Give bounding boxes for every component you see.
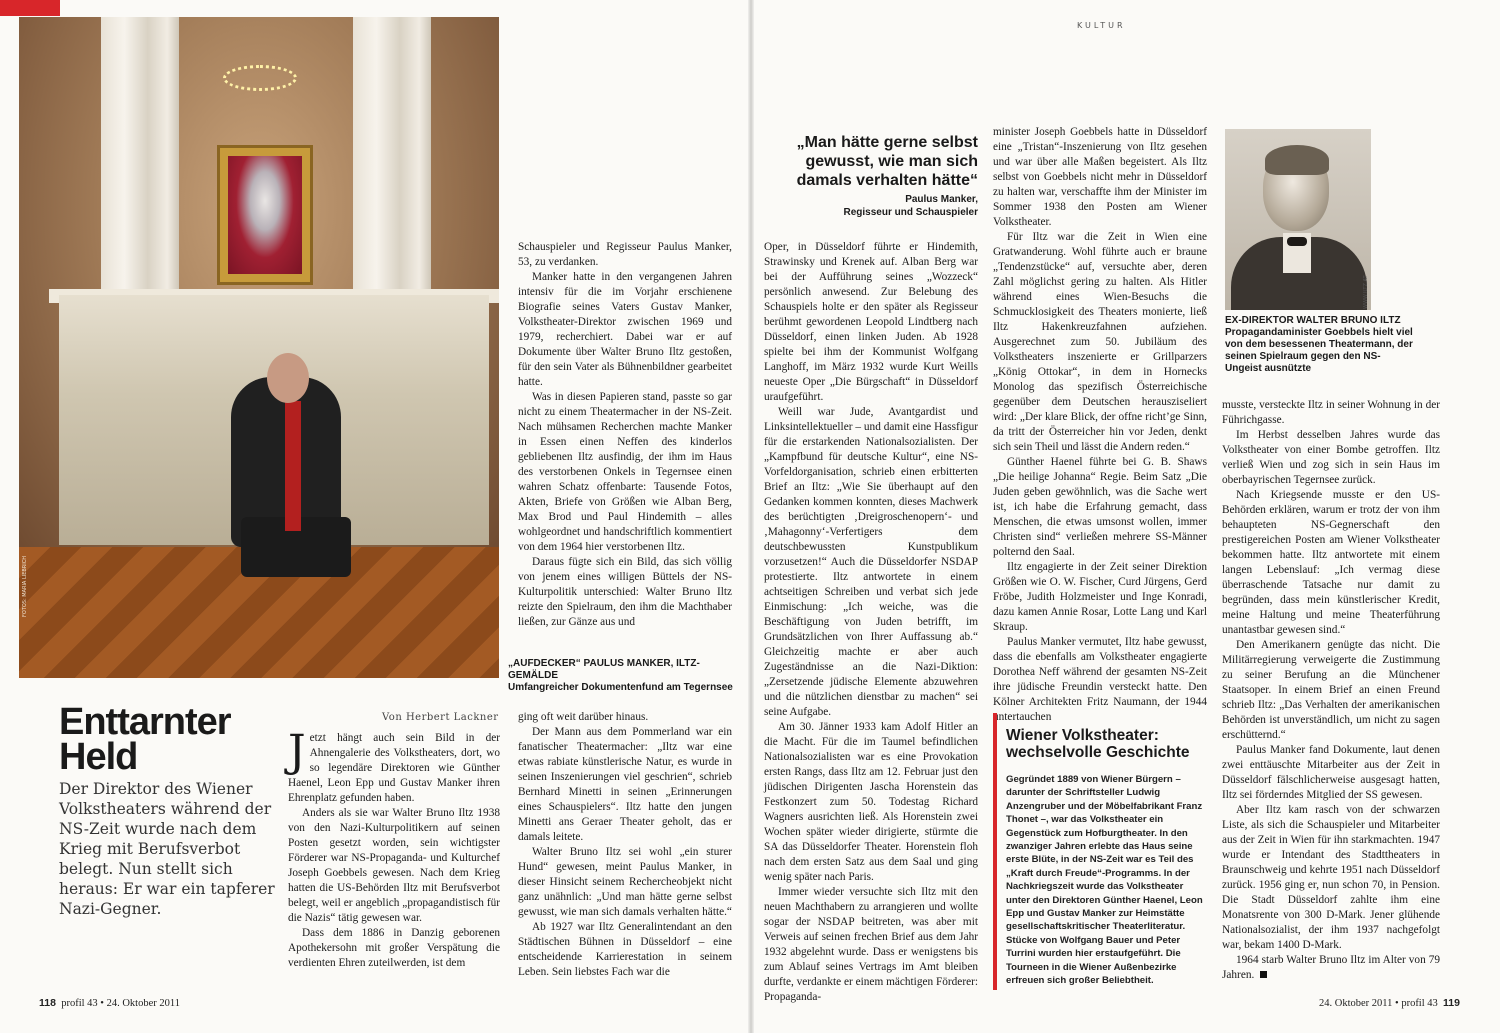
page-gutter <box>748 0 754 1033</box>
red-scarf <box>285 401 301 531</box>
pull-quote: „Man hätte gerne selbst gewusst, wie man sich damals verhalten hätte“ <box>796 134 978 189</box>
pull-quote-attribution: Paulus Manker, Regisseur und Schauspieler <box>843 194 978 218</box>
chandelier <box>223 65 297 91</box>
body-column: Jetzt hängt auch sein Bild in der Ahnengalerie des Volkstheaters, dort, wo so legendäre Direktoren wie Günther Haenel, Leon Epp und Gustav Manker ihren Ehrenplatz gefunden haben. Anders als sie war Walter Bruno Iltz 1938 von den Nazi-Kulturpolitikern auf seinen Posten gesetzt worden, sein wichtigster Förderer war NS-Propaganda- und Kulturchef Joseph Goebbels gewesen. Nach dem Krieg hatten die US-Behörden Iltz mit Berufsverbot belegt, weil er angeblich „propagandistisch für die Nazis“ tätig gewesen war. Dass dem 1886 in Danzig geborenen Apothekersohn mit großer Verspätung die verdienten Ehren zuteilwerden, ist dem <box>288 726 500 969</box>
marble-column <box>353 17 431 317</box>
headline: Enttarnter Held <box>59 701 231 778</box>
body-column: Schauspieler und Regisseur Paulus Manker, 53, zu verdanken. Manker hatte in den vergangenen Jahren intensiv für die im Vorjahr erschienene Biografie seines Vaters Gustav Manker, Volkstheater-Direktor zwischen 1969 und 1979, recherchiert. Dabei war er auf Dokumente über Walter Bruno Iltz gestoßen, für den sein Vater als Bühnenbildner gearbeitet hatte. Was in diesen Papieren stand, passte so gar nicht zu einem Theatermacher in der NS-Zeit. Nach mühsamen Recherchen machte Manker in Essen einen Neffen des kinderlos gebliebenen Iltz ausfindig, der ihm im Haus des verstorbenen Onkels in Tegernsee einen wahren Schatz offenbarte: Tausende Fotos, Akten, Briefe von Größen wie Alban Berg, Max Brod und Paul Hindemith – alles wohlgeordnet und handschriftlich kommentiert von dem 1964 hier verstorbenen Iltz. Daraus fügte sich ein Bild, das sich völlig von jenem eines willigen Büttels der NS-Kulturpolitik unterschied: Walter Bruno Iltz reizte den Spielraum, den ihm die Machthaber ließen, zur Gänze aus und <box>518 241 732 628</box>
section-color-tab <box>0 0 60 16</box>
drop-cap: J <box>288 726 306 777</box>
sidebar-title: Wiener Volkstheater: wechselvolle Geschichte <box>1006 727 1190 761</box>
photo-credit: WWW.ILTZ.AT <box>1363 275 1369 309</box>
body-column: minister Joseph Goebbels hatte in Düsseldorf eine „Tristan“-Inszenierung von Iltz gesehen und war über alle Maßen begeistert. Als Iltz selbst von Goebbels nicht mehr in Düsseldorf zu halten war, verschaffte ihm der Minister im Sommer 1938 den Posten am Wiener Volkstheater. Für Iltz war die Zeit in Wien eine Gratwanderung. Wohl führte auch er braune „Tendenzstücke“ auf, versuchte aber, deren Zahl möglichst gering zu halten. Als Hitler während eines Wien-Besuchs die Schmucklosigkeit des Theaters monierte, ließ Iltz Hakenkreuzfahnen aufziehen. Ausgerechnet zum 50. Jubiläum des Volkstheaters inszenierte er Grillparzers „König Ottokar“, in dem in Hornecks Monolog das spezifisch Österreichische gegenüber dem Deutschen herausziseliert wird: „Der klare Blick, der offne richt’ge Sinn, da tritt der Österreicher hin vor Jeden, denkt sich sein Theil und lässt die Andern reden.“ Günther Haenel führte bei G. B. Shaws „Die heilige Johanna“ Regie. Beim Satz „Die Juden geben gewöhnlich, was die Sache wert ist, ich habe die Erfahrung gemacht, dass Menschen, die etwas umsonst wollen, immer Christen sind“ verließen mehrere SS-Männer polternd den Saal. Iltz engagierte in der Zeit seiner Direktion Größen wie O. W. Fischer, Curd Jürgens, Gerd Fröbe, Judith Holzmeister und Inge Konradi, dazu kamen Annie Rosar, Lotte Lang und Karl Skraup. Paulus Manker vermutet, Iltz habe gewusst, dass die ebenfalls am Volkstheater engagierte Dorothea Neff während der gesamten NS-Zeit ihre jüdische Freundin versteckt hatte. Den Kölner Architekten Fritz Naumann, der 1944 untertauchen <box>993 126 1207 723</box>
portrait-caption: EX-DIREKTOR WALTER BRUNO ILTZ Propagandaminister Goebbels hielt viel von dem besessenen Theatermann, der seinen Spielraum gegen den NS-Ungeist ausnützte <box>1225 315 1413 374</box>
byline: Von Herbert Lackner <box>382 712 499 723</box>
folio-right: 24. Oktober 2011 • profil 43 119 <box>1319 997 1460 1009</box>
iltz-painting <box>217 145 313 285</box>
sidebar-text: Gegründet 1889 von Wiener Bürgern – darunter der Schriftsteller Ludwig Anzengruber und der Möbelfabrikant Franz Thonet –, war das Volkstheater ein Gegenstück zum Hofburgtheater. In den zwanziger Jahren erlebte das Haus seine erste Blüte, in der NS-Zeit war es Teil des „Kraft durch Freude“-Programms. In der Nachkriegszeit wurde das Volkstheater unter den Direktoren Günther Haenel, Leon Epp und Gustav Manker zur Heimstätte gesellschaftskritischer Theaterliteratur. Stücke von Wolfgang Bauer und Peter Turrini wurden hier erstaufgeführt. Die Tourneen in die Wiener Außenbezirke erfreuen sich großer Beliebtheit. <box>1006 774 1203 987</box>
hero-photo <box>19 17 499 678</box>
section-label: KULTUR <box>1077 21 1126 30</box>
body-column: ging oft weit darüber hinaus. Der Mann aus dem Pommerland war ein fanatischer Theatermacher: „Iltz war eine etwas rabiate künstlerische Natur, es wurde in seinen Inszenierungen viel geschrien“, schrieb Bernhard Minetti in seinen „Erinnerungen eines Schauspielers“. Iltz hatte den jungen Minetti ans Geraer Theater geholt, das er damals leitete. Walter Bruno Iltz sei wohl „ein sturer Hund“ gewesen, meint Paulus Manker, in dieser Hinsicht seinem Rechercheobjekt nicht ganz unähnlich: „Und man hätte gerne selbst gewusst, wie man sich damals verhalten hätte.“ Ab 1927 war Iltz Generalintendant an den Städtischen Bühnen in Düsseldorf – eine entscheidende Karrierestation in seinem Leben. Sein liebstes Fach war die <box>518 711 732 978</box>
iltz-portrait-photo <box>1225 129 1371 310</box>
folio-left: 118 profil 43 • 24. Oktober 2011 <box>39 997 180 1009</box>
body-column: Oper, in Düsseldorf führte er Hindemith, Strawinsky und Krenek auf. Alban Berg war bei der Aufführung seines „Wozzeck“ persönlich anwesend. Zur Belebung des Schauspiels holte er den später als Regisseur berühmt gewordenen Leopold Lindtberg nach Düsseldorf, einen linken Juden. Ab 1928 spielte bei ihm der Kommunist Wolfgang Langhoff, im März 1932 wurde Kurt Weills neueste Oper „Die Bürgschaft“ in Düsseldorf uraufgeführt. Weill war Jude, Avantgardist und Linksintellektueller – und damit eine Hassfigur für die erstarkenden Nationalsozialisten. Der „Kampfbund für deutsche Kultur“, eine NS-Vorfeldorganisation, schrieb einen erbitterten Brief an Iltz: „Wie Sie überhaupt auf den Gedanken kommen konnten, dieses Machwerk des berüchtigten ‚Dreigroschenopern‘- und ‚Mahagonny‘-Verfertigers dem deutschbewussten Kunstpublikum vorzusetzen!“ Auch die Düsseldorfer NSDAP protestierte. Iltz antwortete in einem achtseitigen Schreiben und verbat sich jede Einmischung: „Ich weiche, was die Beschäftigung von Juden betrifft, im Grundsätzlichen von Ihrer Auffassung ab.“ Gleichzeitig machte er aber auch Zugeständnisse an die Nazi-Diktion: „Zersetzende jüdische Elemente abzuwehren und die nützlichen dienstbar zu machen“ sei seine Aufgabe. Am 30. Jänner 1933 kam Adolf Hitler an die Macht. Für die im Taumel befindlichen Nationalsozialisten war es eine Provokation ersten Rangs, dass Iltz am 12. Februar just den jüdischen Dirigenten Jascha Horenstein das Festkonzert zum 50. Todestag Richard Wagners ausrichten ließ. Als Horenstein zwei Wochen später wieder dirigierte, stürmte die SA das Düsseldorfer Theater. Horenstein floh nach dem ersten Satz aus dem Saal und ging wenig später nach Paris. Immer wieder versuchte sich Iltz mit den neuen Machthabern zu arrangieren und wollte sogar der NSDAP beitreten, was aber mit Verweis auf seinen frechen Brief aus dem Jahr 1932 abgelehnt wurde. Dass er wenigstens bis zum Ablauf seines Vertrags im Amt bleiben durfte, verdankte er einem mächtigen Förderer: Propaganda- <box>764 241 978 1003</box>
sidebar-box <box>993 713 1208 990</box>
hero-caption: „AUFDECKER“ PAULUS MANKER, ILTZ-GEMÄLDE Umfangreicher Dokumentenfund am Tegernsee <box>508 658 733 693</box>
bow-tie <box>1287 237 1307 246</box>
body-column: musste, versteckte Iltz in seiner Wohnung in der Führichgasse. Im Herbst desselben Jahres wurde das Volkstheater von einer Bombe getroffen. Iltz verließ Wien und zog sich in sein Haus im oberbayrischen Tegernsee zurück. Nach Kriegsende musste er den US-Behörden erklären, warum er trotz der von ihm behaupteten NS-Gegnerschaft den prestigereichen Posten am Wiener Volkstheater bekommen hatte. Iltz antwortete mit einem langen Lebenslauf: „Ich vermag diese überraschende Tatsache nur damit zu begründen, dass mein künstlerischer Kredit, meine Haltung und meine Theaterführung unantastbar gewesen sind.“ Den Amerikanern genügte das nicht. Die Militärregierung verweigerte die Zustimmung zu seiner Berufung an die Münchener Staatsoper. In einem Brief an einen Freund schrieb Iltz: „Das Verhalten der amerikanischen Behörden ist unverständlich, um nicht zu sagen erschütternd.“ Paulus Manker fand Dokumente, laut denen zwei enttäuschte Mitarbeiter aus der Zeit in Düsseldorf fälschlicherweise ausgesagt hatten, Iltz sei förderndes Mitglied der SS gewesen. Aber Iltz kam rasch von der schwarzen Liste, als sich die Schauspieler und Mitarbeiter aus der Zeit in Wien für ihn starkmachten. 1947 wurde er Intendant des Stadttheaters in Braunschweig und kehrte 1951 nach Düsseldorf zurück. 1956 ging er, nun schon 70, in Pension. Die Stadt Düsseldorf zahlte ihm eine Monatsrente von 300 D-Mark. Jener glühende Nationalsozialist, der ihm 1937 nachgefolgt war, bekam 1400 D-Mark. 1964 starb Walter Bruno Iltz im Alter von 79 Jahren. <box>1222 399 1440 981</box>
deck: Der Direktor des Wiener Volkstheaters während der NS-Zeit wurde nach dem Krieg mit Berufsverbot belegt. Nun stellt sich heraus: Er war ein tapferer Nazi-Gegner. <box>59 780 275 918</box>
marble-column <box>101 17 179 317</box>
end-mark <box>1260 971 1267 978</box>
photo-credit: FOTOS: MARIA LIEBRICH <box>22 556 28 617</box>
